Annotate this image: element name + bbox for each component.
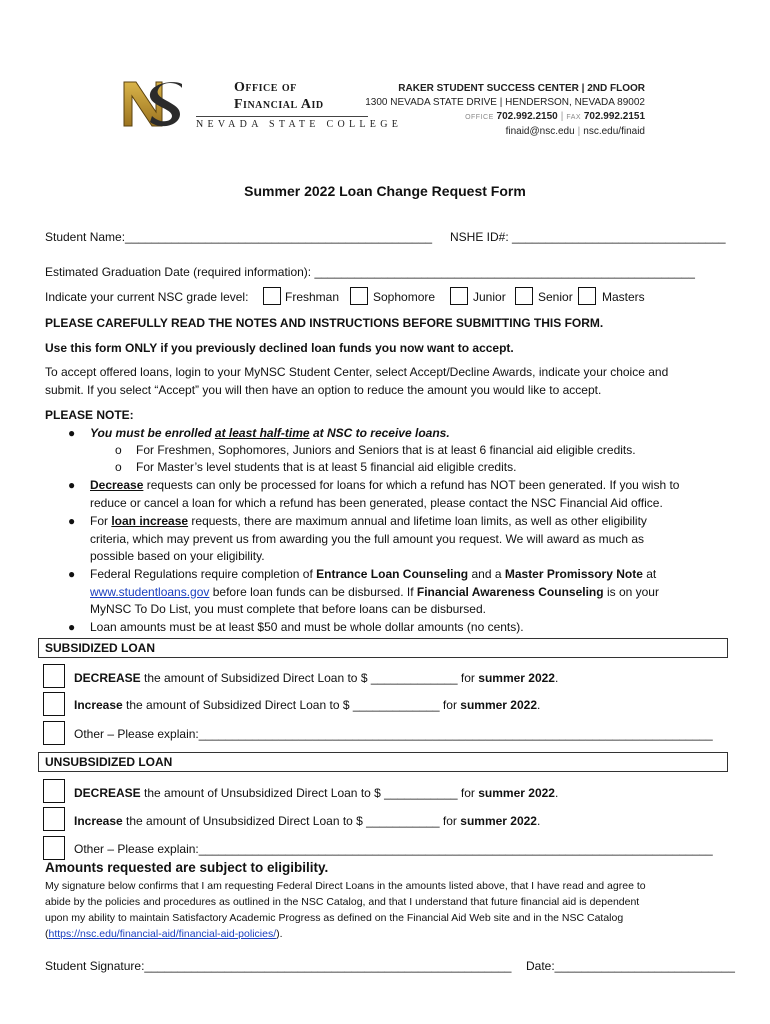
unsubsidized-other-field[interactable]: Other – Please explain:_____________________________________________________________________________ <box>74 842 713 856</box>
office-of-text: Office of <box>234 80 297 95</box>
fax-label: FAX <box>566 114 582 121</box>
graduation-date-field[interactable]: Estimated Graduation Date (required information): _________________________________________________________ <box>45 265 695 279</box>
please-note-heading: PLEASE NOTE: <box>45 408 134 422</box>
note-minimum-amount: Loan amounts must be at least $50 and must be whole dollar amounts (no cents). <box>90 620 524 634</box>
subsidized-other-field[interactable]: Other – Please explain:_____________________________________________________________________________ <box>74 727 713 741</box>
fax-phone: 702.992.2151 <box>583 111 645 122</box>
office-label: OFFICE <box>465 114 494 121</box>
contact-block <box>365 82 645 139</box>
unsubsidized-decrease-line[interactable]: DECREASE the amount of Unsubsidized Direct Loan to $ ___________ for summer 2022. <box>74 786 559 800</box>
label-junior: Junior <box>473 290 506 304</box>
label-masters: Masters <box>602 290 645 304</box>
checkbox-unsubsidized-other[interactable] <box>43 836 65 860</box>
checkbox-senior[interactable] <box>515 287 533 305</box>
contact-address: 1300 NEVADA STATE DRIVE | HENDERSON, NEVADA 89002 <box>365 97 645 108</box>
student-signature-field[interactable]: Student Signature:_______________________________________________________ <box>45 959 512 973</box>
note-federal-regulations: Federal Regulations require completion of Entrance Loan Counseling and a Master Promissory Note at www.studentloans.gov before loan funds can be disbursed. If Financial Awareness Counseling is on your MyNSC To Do List, you must complete that before loans can be disbursed. <box>90 567 659 616</box>
eligibility-heading: Amounts requested are subject to eligibility. <box>45 860 329 875</box>
student-name-field[interactable]: Student Name:______________________________________________ <box>45 230 433 244</box>
checkbox-freshman[interactable] <box>263 287 281 305</box>
bullet-dot: ● <box>68 514 76 528</box>
grade-level-label: Indicate your current NSC grade level: <box>45 290 249 304</box>
sub-bullet: o <box>115 460 122 474</box>
unsubsidized-section-header: UNSUBSIDIZED LOAN <box>38 752 728 772</box>
form-title: Summer 2022 Loan Change Request Form <box>244 183 526 199</box>
sub-bullet: o <box>115 443 122 457</box>
note-masters-credits: For Master’s level students that is at least 5 financial aid eligible credits. <box>136 460 517 474</box>
bullet-dot: ● <box>68 478 76 492</box>
contact-phones: OFFICE 702.992.2150 | FAX 702.992.2151 <box>465 111 645 122</box>
checkbox-subsidized-increase[interactable] <box>43 692 65 716</box>
checkbox-unsubsidized-increase[interactable] <box>43 807 65 831</box>
contact-web: finaid@nsc.edu | nsc.edu/finaid <box>505 126 645 137</box>
financial-aid-text: Financial Aid <box>234 97 324 112</box>
nshe-id-field[interactable]: NSHE ID#: ________________________________ <box>450 230 726 244</box>
checkbox-subsidized-other[interactable] <box>43 721 65 745</box>
checkbox-masters[interactable] <box>578 287 596 305</box>
office-phone: 702.992.2150 <box>496 111 558 122</box>
subsidized-section-header: SUBSIDIZED LOAN <box>38 638 728 658</box>
checkbox-sophomore[interactable] <box>350 287 368 305</box>
contact-email[interactable]: finaid@nsc.edu <box>505 126 575 137</box>
grade-level-row <box>45 290 248 304</box>
bullet-dot: ● <box>68 426 76 440</box>
checkbox-unsubsidized-decrease[interactable] <box>43 779 65 803</box>
signature-statement: My signature below confirms that I am requesting Federal Direct Loans in the amounts listed above, that I have read and agree to abide by the policies and procedures as outlined in the NSC Catalog, and that I understand that future financial aid is dependent upon my ability to maintain Satisfactory Academic Progress as defined on the Financial Aid Web site and in the NSC Catalog (https://nsc.edu/financial-aid/financial-aid-policies/). <box>45 880 646 940</box>
nsc-logo <box>122 78 184 130</box>
date-field[interactable]: Date:___________________________ <box>526 959 735 973</box>
contact-website[interactable]: nsc.edu/finaid <box>583 126 645 137</box>
logo-divider <box>196 116 368 117</box>
note-enrollment: You must be enrolled at least half-time at NSC to receive loans. <box>90 426 450 440</box>
college-name: NEVADA STATE COLLEGE <box>196 119 403 130</box>
notice-read-carefully: PLEASE CAREFULLY READ THE NOTES AND INSTRUCTIONS BEFORE SUBMITTING THIS FORM. <box>45 316 604 330</box>
bullet-dot: ● <box>68 567 76 581</box>
checkbox-subsidized-decrease[interactable] <box>43 664 65 688</box>
instructions <box>45 364 668 399</box>
unsubsidized-increase-line[interactable]: Increase the amount of Unsubsidized Direct Loan to $ ___________ for summer 2022. <box>74 814 541 828</box>
studentloans-link[interactable]: www.studentloans.gov <box>90 584 210 599</box>
label-sophomore: Sophomore <box>373 290 436 304</box>
notice-declined-only: Use this form ONLY if you previously declined loan funds you now want to accept. <box>45 341 514 355</box>
note-undergrad-credits: For Freshmen, Sophomores, Juniors and Seniors that is at least 6 financial aid eligible credits. <box>136 443 636 457</box>
note-increase: For loan increase requests, there are maximum annual and lifetime loan limits, as well as other eligibility criteria, which may prevent us from awarding you the full amount you request. We will award as much as possible based on your eligibility. <box>90 514 647 563</box>
subsidized-decrease-line[interactable]: DECREASE the amount of Subsidized Direct Loan to $ _____________ for summer 2022. <box>74 671 559 685</box>
financial-aid-policies-link[interactable]: https://nsc.edu/financial-aid/financial-aid-policies/ <box>48 928 277 940</box>
contact-building: RAKER STUDENT SUCCESS CENTER | 2ND FLOOR <box>398 83 645 94</box>
checkbox-junior[interactable] <box>450 287 468 305</box>
note-decrease: Decrease requests can only be processed for loans for which a refund has NOT been generated. If you wish to reduce or cancel a loan for which a refund has been generated, please contact the NSC Financial Aid office. <box>90 478 680 510</box>
instructions-line-1: To accept offered loans, login to your MyNSC Student Center, select Accept/Decline Awards, indicate your choice and <box>45 365 669 379</box>
subsidized-increase-line[interactable]: Increase the amount of Subsidized Direct Loan to $ _____________ for summer 2022. <box>74 698 541 712</box>
label-senior: Senior <box>538 290 573 304</box>
label-freshman: Freshman <box>285 290 340 304</box>
bullet-dot: ● <box>68 620 76 634</box>
instructions-line-2: submit. If you select “Accept” you will then have an option to reduce the amount you would like to accept. <box>45 382 602 397</box>
